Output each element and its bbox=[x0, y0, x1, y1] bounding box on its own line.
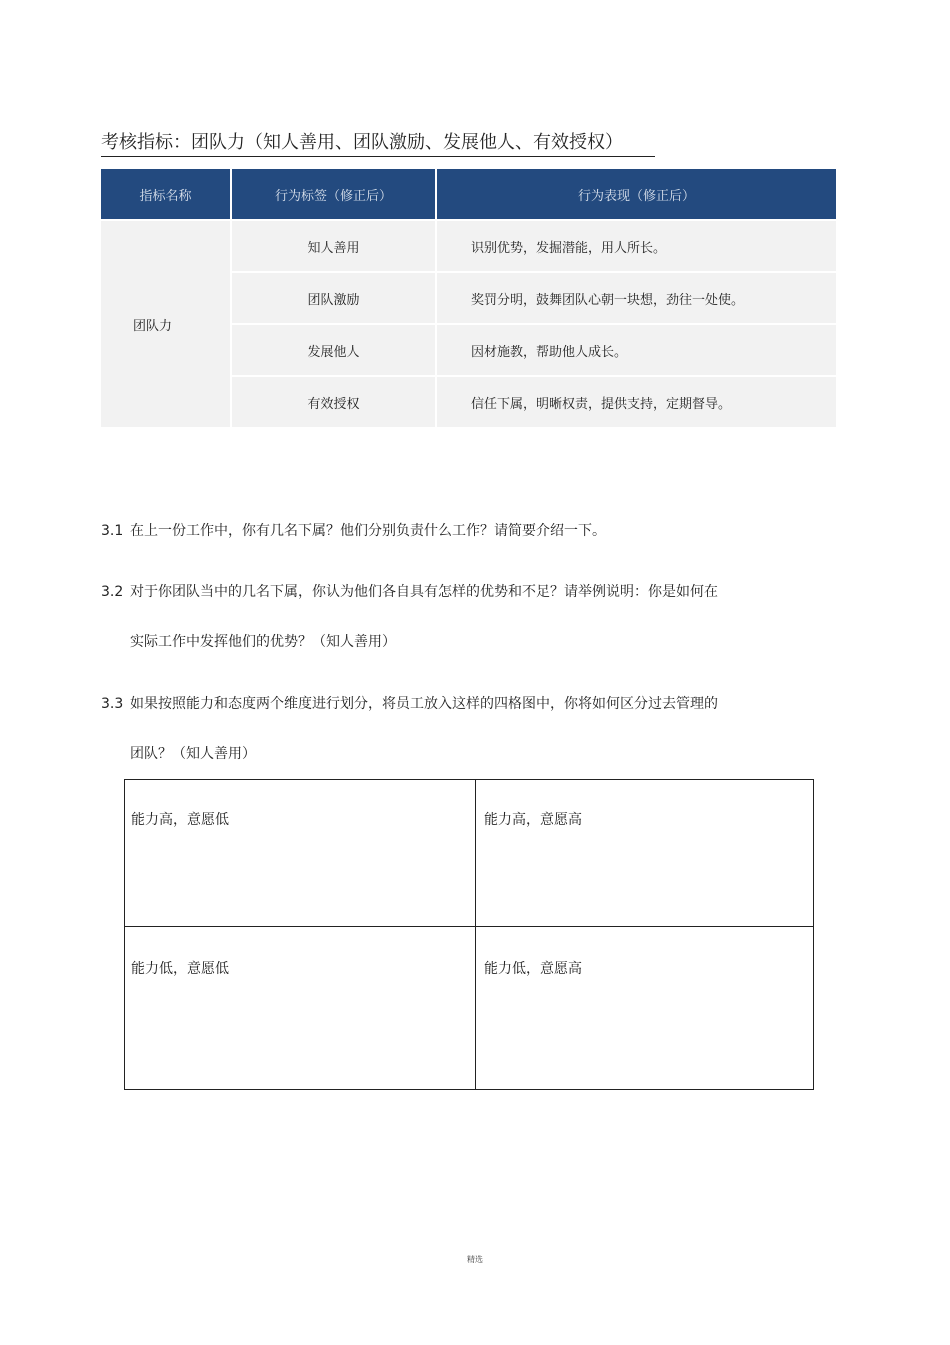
question-3-3-continuation: 团队？（知人善用） bbox=[130, 746, 256, 762]
header-behavior-tag: 行为标签（修正后） bbox=[232, 169, 437, 219]
behavior-tag-cell: 发展他人 bbox=[232, 323, 437, 375]
question-3-2-continuation: 实际工作中发挥他们的优势？（知人善用） bbox=[130, 634, 396, 650]
quadrant-label: 能力高，意愿低 bbox=[131, 812, 229, 828]
behavior-tag-cell: 团队激励 bbox=[232, 271, 437, 323]
header-behavior-description: 行为表现（修正后） bbox=[437, 169, 836, 219]
behavior-desc-cell: 因材施教，帮助他人成长。 bbox=[437, 323, 836, 375]
quadrant-high-ability-high-willingness bbox=[476, 780, 813, 927]
question-3-2 bbox=[101, 582, 718, 602]
behavior-desc-cell: 信任下属，明晰权责，提供支持，定期督导。 bbox=[437, 375, 836, 427]
header-indicator-name: 指标名称 bbox=[101, 169, 232, 219]
page-footer: 精选 bbox=[467, 1255, 483, 1264]
behavior-tag-cell: 知人善用 bbox=[232, 219, 437, 271]
quadrant-label: 能力低，意愿高 bbox=[484, 961, 582, 977]
quadrant-label: 能力高，意愿高 bbox=[484, 812, 582, 828]
behavior-desc-cell: 识别优势，发掘潜能，用人所长。 bbox=[437, 219, 836, 271]
question-text: 在上一份工作中，你有几名下属？他们分别负责什么工作？请简要介绍一下。 bbox=[130, 523, 606, 539]
competency-table bbox=[101, 169, 836, 427]
behavior-desc-cell: 奖罚分明，鼓舞团队心朝一块想，劲往一处使。 bbox=[437, 271, 836, 323]
quadrant-low-ability-high-willingness bbox=[476, 927, 813, 1089]
question-text: 如果按照能力和态度两个维度进行划分，将员工放入这样的四格图中，你将如何区分过去管理的 bbox=[130, 696, 718, 712]
question-3-3 bbox=[101, 694, 718, 714]
behavior-tag-cell: 有效授权 bbox=[232, 375, 437, 427]
question-text: 对于你团队当中的几名下属，你认为他们各自具有怎样的优势和不足？请举例说明：你是如何在 bbox=[130, 584, 718, 600]
page-heading: 考核指标：团队力（知人善用、团队激励、发展他人、有效授权） bbox=[101, 132, 655, 157]
table-row bbox=[101, 219, 836, 271]
question-number: 3.3 bbox=[101, 696, 124, 712]
indicator-name-cell: 团队力 bbox=[101, 219, 232, 427]
quadrant-low-ability-low-willingness bbox=[125, 927, 476, 1089]
quadrant-label: 能力低，意愿低 bbox=[131, 961, 229, 977]
quadrant-high-ability-low-willingness bbox=[125, 780, 476, 927]
table-header-row bbox=[101, 169, 836, 219]
question-3-1 bbox=[101, 521, 606, 541]
question-number: 3.2 bbox=[101, 584, 124, 600]
question-number: 3.1 bbox=[101, 523, 124, 539]
four-quadrant-grid bbox=[124, 779, 814, 1090]
